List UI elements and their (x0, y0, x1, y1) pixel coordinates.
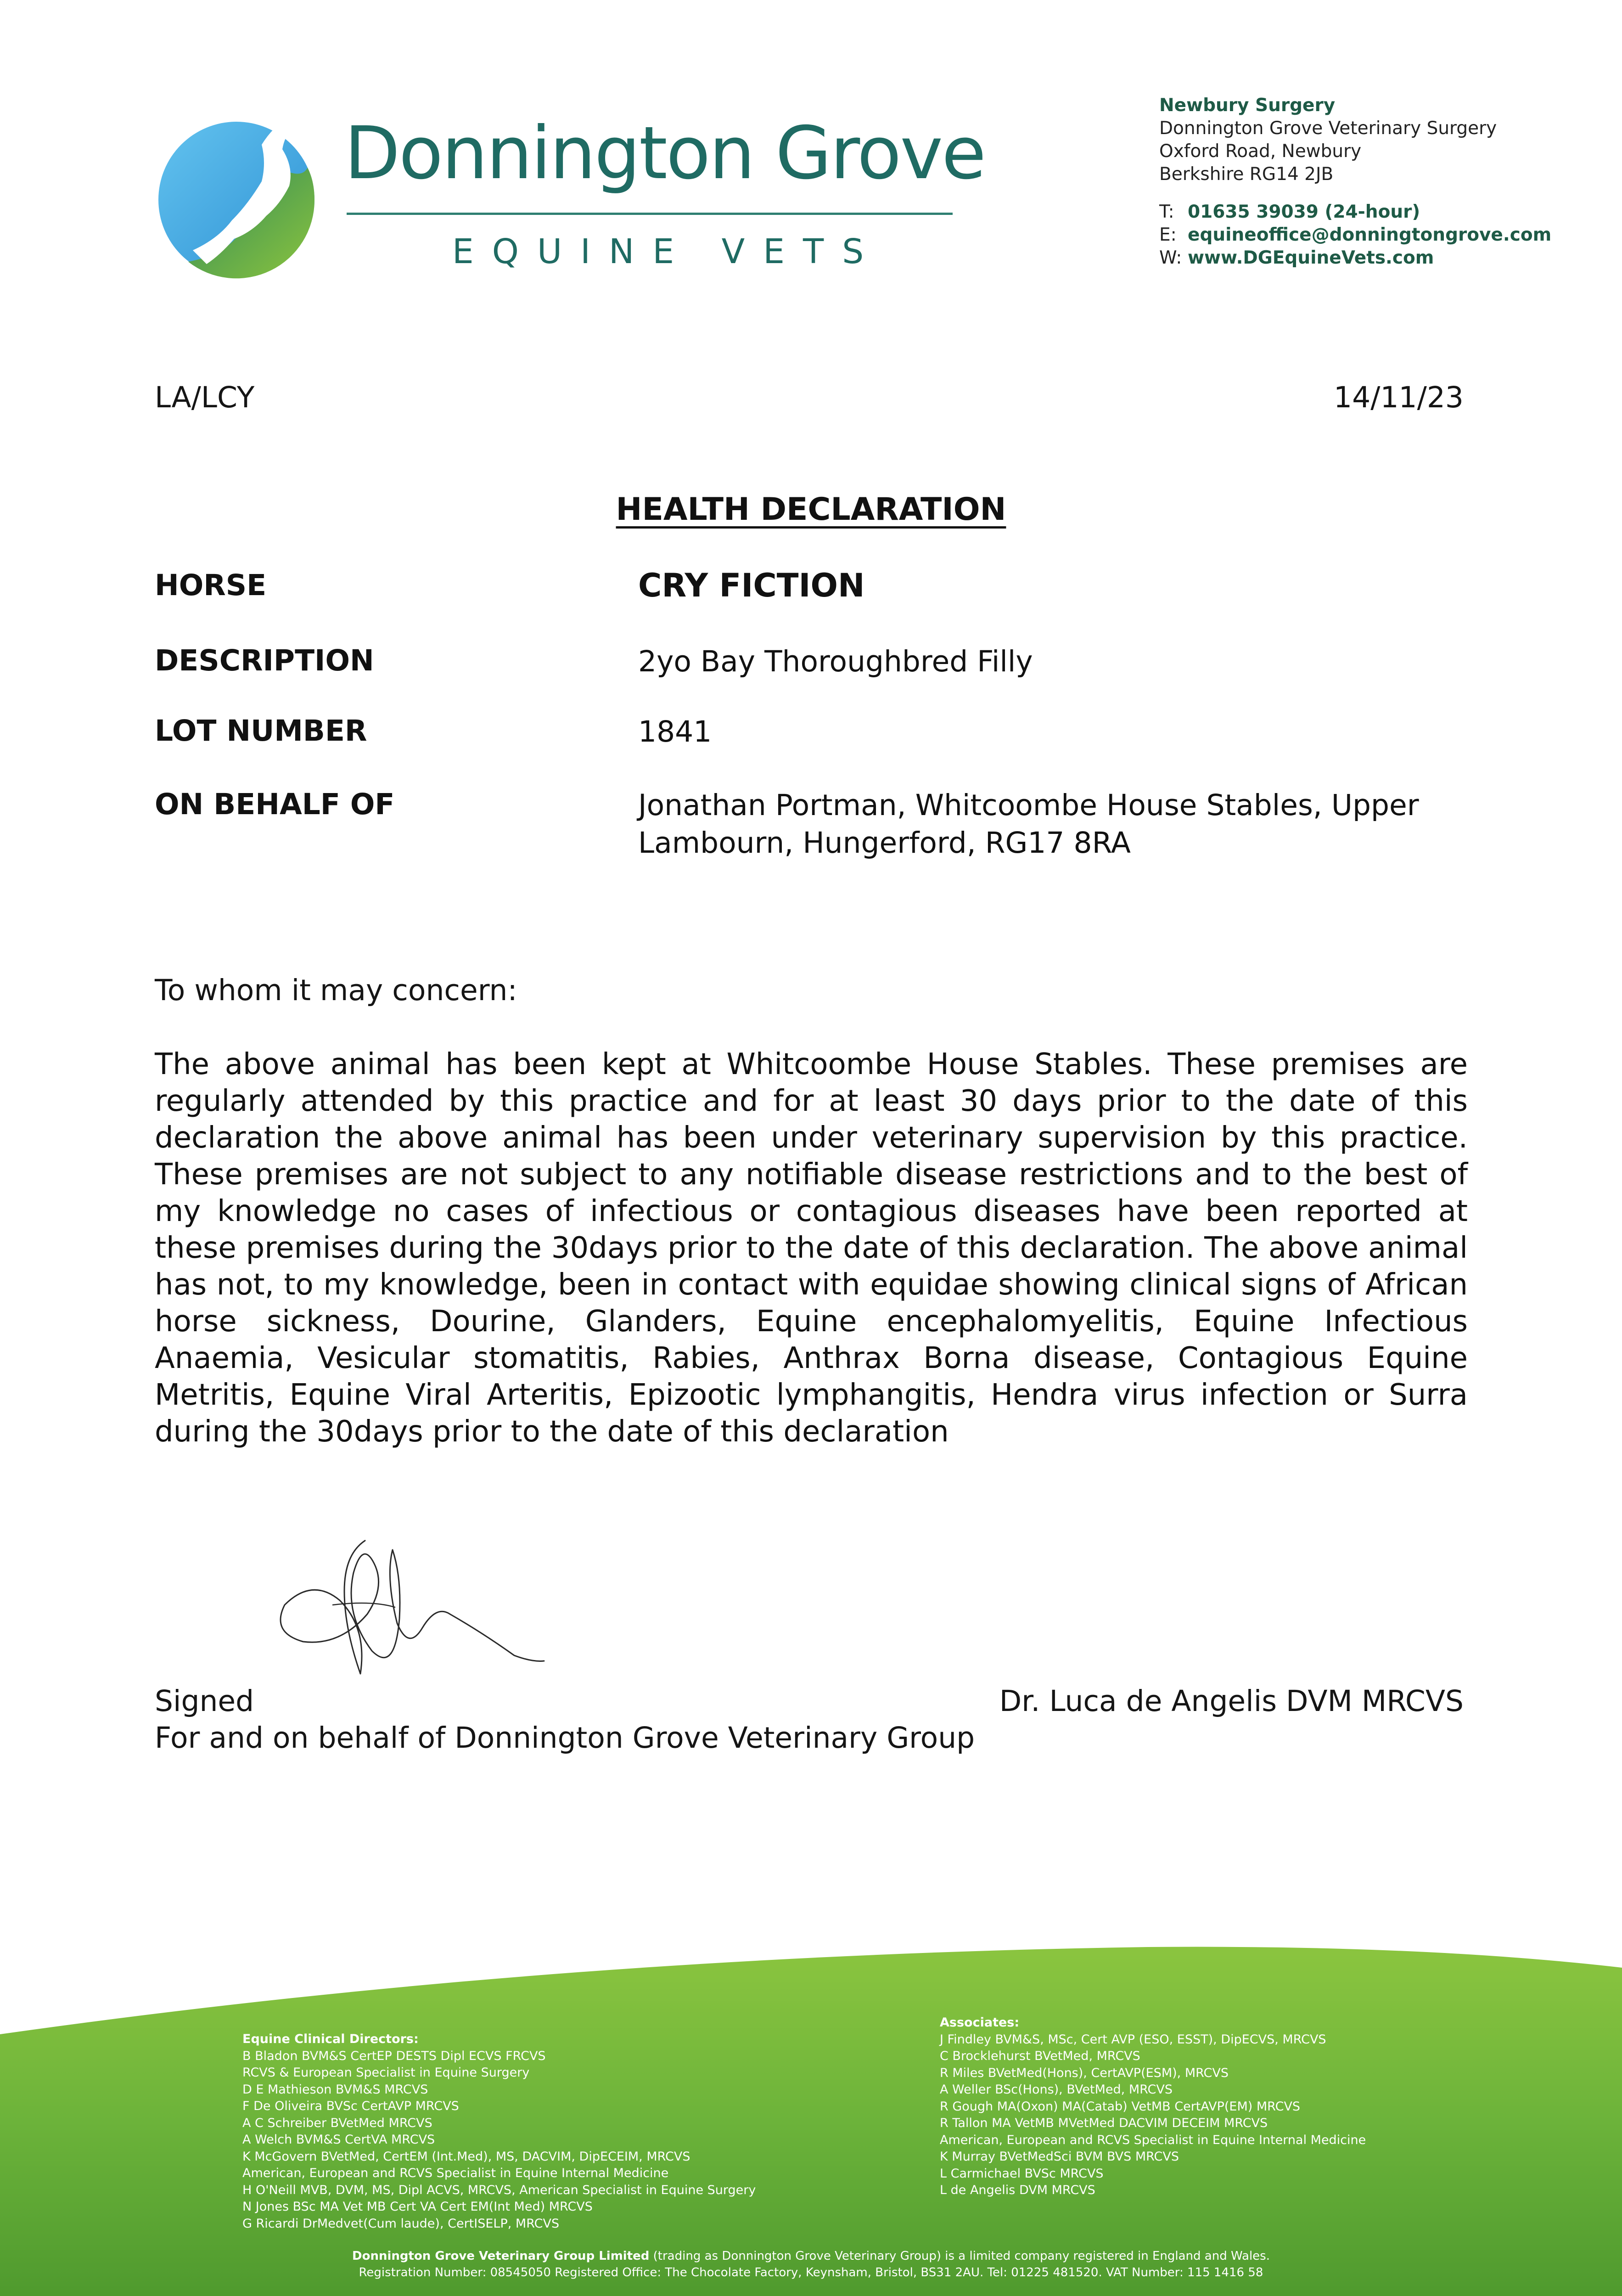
registration-details: Registration Number: 08545050 Registered Office: The Chocolate Factory, Keynsham, Bristol, BS31 2AU. Tel: 01225 481520. VAT Number: 115 1416 58 (359, 2266, 1263, 2279)
on-behalf-label: ON BEHALF OF (155, 788, 395, 821)
lot-number-label: LOT NUMBER (155, 714, 367, 748)
brand-name: Donnington Grove (344, 111, 985, 196)
handwritten-signature (275, 1536, 551, 1678)
director-entry: RCVS & European Specialist in Equine Surgery (242, 2065, 530, 2080)
associate-entry: C Brocklehurst BVetMed, MRCVS (940, 2049, 1140, 2063)
associate-entry: L Carmichael BVSc MRCVS (940, 2166, 1104, 2181)
company-text: (trading as Donnington Grove Veterinary Group) is a limited company registered in England and Wales. (649, 2249, 1270, 2263)
address-line: Berkshire RG14 2JB (1159, 164, 1334, 185)
document-title: HEALTH DECLARATION (616, 491, 1006, 528)
horse-label: HORSE (155, 568, 267, 602)
lot-number-value: 1841 (638, 715, 712, 748)
associate-entry: L de Angelis DVM MRCVS (940, 2183, 1095, 2197)
company-registration (0, 2248, 1622, 2281)
associate-entry: J Findley BVM&S, MSc, Cert AVP (ESO, ESST), DipECVS, MRCVS (940, 2032, 1326, 2047)
director-entry: D E Mathieson BVM&S MRCVS (242, 2082, 428, 2097)
email-link[interactable]: equineoffice@donningtongrove.com (1188, 225, 1552, 245)
on-behalf-value: Jonathan Portman, Whitcoombe House Stables, Upper Lambourn, Hungerford, RG17 8RA (638, 788, 1419, 860)
director-entry: American, European and RCVS Specialist in Equine Internal Medicine (242, 2166, 669, 2180)
description-label: DESCRIPTION (155, 644, 374, 677)
horse-name: CRY FICTION (638, 567, 865, 604)
address-line: Oxford Road, Newbury (1159, 141, 1362, 162)
associate-entry: R Tallon MA VetMB MVetMed DACVIM DECEIM MRCVS (940, 2116, 1268, 2130)
address-line: Donnington Grove Veterinary Surgery (1159, 118, 1497, 139)
director-entry: N Jones BSc MA Vet MB Cert VA Cert EM(Int Med) MRCVS (242, 2200, 593, 2214)
associate-entry: American, European and RCVS Specialist in Equine Internal Medicine (940, 2133, 1366, 2147)
surgery-name: Newbury Surgery (1159, 95, 1336, 116)
signed-label: Signed (155, 1684, 254, 1718)
director-entry: G Ricardi DrMedvet(Cum laude), CertISELP, MRCVS (242, 2216, 560, 2231)
description-value: 2yo Bay Thoroughbred Filly (638, 645, 1033, 678)
contact-details (1159, 201, 1551, 270)
salutation: To whom it may concern: (155, 974, 517, 1007)
company-name: Donnington Grove Veterinary Group Limited (352, 2249, 650, 2263)
associates-heading: Associates: (940, 2015, 1020, 2030)
director-entry: A C Schreiber BVetMed MRCVS (242, 2116, 432, 2130)
behalf-line: For and on behalf of Donnington Grove Veterinary Group (155, 1721, 975, 1755)
director-entry: K McGovern BVetMed, CertEM (Int.Med), MS, DACVIM, DipECEIM, MRCVS (242, 2149, 690, 2164)
declaration-body: The above animal has been kept at Whitcoombe House Stables. These premises are regularly attended by this practice and for at least 30 days prior to the date of this declaration the above animal has been under veterinary supervision by this practice. These premises are not subject to any notifiable disease restrictions and to the best of my knowledge no cases of infectious or contagious diseases have been reported at these premises during the 30days prior to the date of this declaration. The above animal has not, to my knowledge, been in contact with equidae showing clinical signs of African horse sickness, Dourine, Glanders, Equine encephalomyelitis, Equine Infectious Anaemia, Vesicular stomatitis, Rabies, Anthrax Borna disease, Contagious Equine Metritis, Equine Viral Arteritis, Epizootic lymphangitis, Hendra virus infection or Surra during the 30days prior to the date of this declaration (155, 1047, 1468, 1449)
associate-entry: K Murray BVetMedSci BVM BVS MRCVS (940, 2150, 1179, 2164)
letter-date: 14/11/23 (1334, 381, 1464, 414)
website-link[interactable]: www.DGEquineVets.com (1188, 248, 1434, 268)
donnington-grove-logo (156, 117, 317, 282)
reference-code: LA/LCY (155, 381, 255, 414)
director-entry: F De Oliveira BVSc CertAVP MRCVS (242, 2099, 459, 2113)
email-label: E: (1159, 225, 1177, 245)
associates-list (940, 2015, 1366, 2199)
clinical-directors-list (242, 2031, 756, 2232)
associate-entry: R Gough MA(Oxon) MA(Catab) VetMB CertAVP(EM) MRCVS (940, 2099, 1301, 2114)
brand-subtitle: EQUINE VETS (452, 232, 882, 271)
signer-name: Dr. Luca de Angelis DVM MRCVS (999, 1684, 1464, 1718)
surgery-address (1159, 94, 1497, 186)
phone-label: T: (1159, 202, 1174, 222)
web-label: W: (1159, 248, 1182, 268)
brand-divider (347, 213, 953, 215)
directors-heading: Equine Clinical Directors: (242, 2032, 419, 2046)
director-entry: H O'Neill MVB, DVM, MS, Dipl ACVS, MRCVS, American Specialist in Equine Surgery (242, 2183, 756, 2197)
associate-entry: A Weller BSc(Hons), BVetMed, MRCVS (940, 2082, 1173, 2097)
associate-entry: R Miles BVetMed(Hons), CertAVP(ESM), MRCVS (940, 2065, 1229, 2080)
director-entry: A Welch BVM&S CertVA MRCVS (242, 2133, 435, 2147)
phone-number[interactable]: 01635 39039 (24-hour) (1188, 202, 1420, 222)
director-entry: B Bladon BVM&S CertEP DESTS Dipl ECVS FRCVS (242, 2048, 546, 2063)
